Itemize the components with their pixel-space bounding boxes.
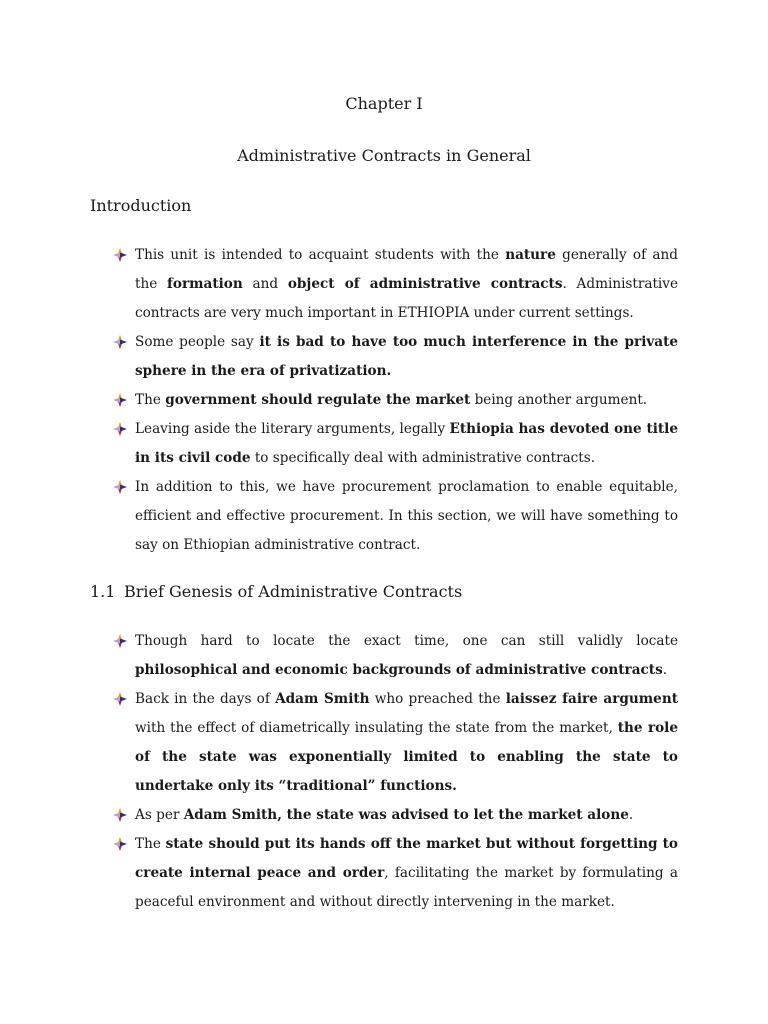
bold-text: philosophical and economic backgrounds of administrative contracts — [135, 662, 663, 678]
bold-text: nature — [505, 247, 556, 263]
body-text: with the effect of diametrically insulating the state from the market, — [135, 720, 618, 736]
bullet-list-genesis — [113, 627, 678, 917]
chapter-label: Chapter I — [345, 94, 423, 113]
body-text: Though hard to locate the exact time, one can still validly locate — [135, 633, 678, 649]
section-heading-introduction — [90, 194, 191, 218]
bullet-item — [113, 241, 678, 328]
bold-text: government should regulate the market — [165, 392, 471, 408]
bold-text: Ethiopia has devoted one title in its civil code — [135, 421, 678, 466]
document-title: Administrative Contracts in General — [237, 146, 531, 165]
bold-text: the role of the state was exponentially limited to enabling the state to undertake only its “traditional” functions. — [135, 720, 678, 794]
section-heading-genesis — [90, 580, 462, 604]
bullet-list-introduction — [113, 241, 678, 560]
bullet-item — [113, 830, 678, 917]
bold-text: it is bad to have too much interference in the private sphere in the era of privatization. — [135, 334, 678, 379]
body-text: being another argument. — [470, 392, 648, 408]
section-heading-text: Introduction — [90, 196, 192, 215]
body-text: Leaving aside the literary arguments, legally — [135, 421, 450, 437]
pinwheel-bullet-icon — [113, 422, 127, 436]
pinwheel-bullet-icon — [113, 837, 127, 851]
body-text: This unit is intended to acquaint students with the — [135, 247, 506, 263]
pinwheel-bullet-icon — [113, 335, 127, 349]
body-text: As per — [135, 807, 184, 823]
body-text: . Administrative contracts are very much important in ETHIOPIA under current settings. — [135, 276, 678, 321]
pinwheel-bullet-icon — [113, 634, 127, 648]
pinwheel-bullet-icon — [113, 480, 127, 494]
section-number: 1.1 — [90, 582, 116, 601]
body-text: who preached the — [369, 691, 506, 707]
pinwheel-bullet-icon — [113, 393, 127, 407]
body-text: generally of and the — [135, 247, 678, 292]
body-text: In addition to this, we have procurement proclamation to enable equitable, efficient and effective procurement. In this section, we will have something to say on Ethiopian administrative contract. — [135, 479, 678, 553]
bold-text: Adam Smith — [275, 691, 370, 707]
body-text: The — [135, 836, 166, 852]
body-text: . — [662, 662, 668, 678]
section-heading-text: Brief Genesis of Administrative Contracts — [124, 582, 463, 601]
pinwheel-bullet-icon — [113, 808, 127, 822]
bullet-item — [113, 415, 678, 473]
body-text: and — [242, 276, 288, 292]
bullet-item — [113, 801, 678, 830]
body-text: Some people say — [135, 334, 260, 350]
bold-text: Adam Smith, the state was advised to let the market alone — [183, 807, 629, 823]
bold-text: state should put its hands off the market but without forgetting to create internal peace and order — [135, 836, 678, 881]
bullet-item — [113, 328, 678, 386]
body-text: The — [135, 392, 166, 408]
body-text: Back in the days of — [135, 691, 276, 707]
body-text: . — [628, 807, 634, 823]
bullet-item — [113, 473, 678, 560]
bold-text: laissez faire argument — [505, 691, 678, 707]
body-text: to specifically deal with administrative contracts. — [250, 450, 596, 466]
body-text: , facilitating the market by formulating a peaceful environment and without directly intervening in the market. — [135, 865, 678, 910]
bullet-item — [113, 627, 678, 685]
bold-text: formation — [167, 276, 243, 292]
bullet-item — [113, 386, 678, 415]
pinwheel-bullet-icon — [113, 248, 127, 262]
pinwheel-bullet-icon — [113, 692, 127, 706]
bold-text: object of administrative contracts — [287, 276, 563, 292]
bullet-item — [113, 685, 678, 801]
